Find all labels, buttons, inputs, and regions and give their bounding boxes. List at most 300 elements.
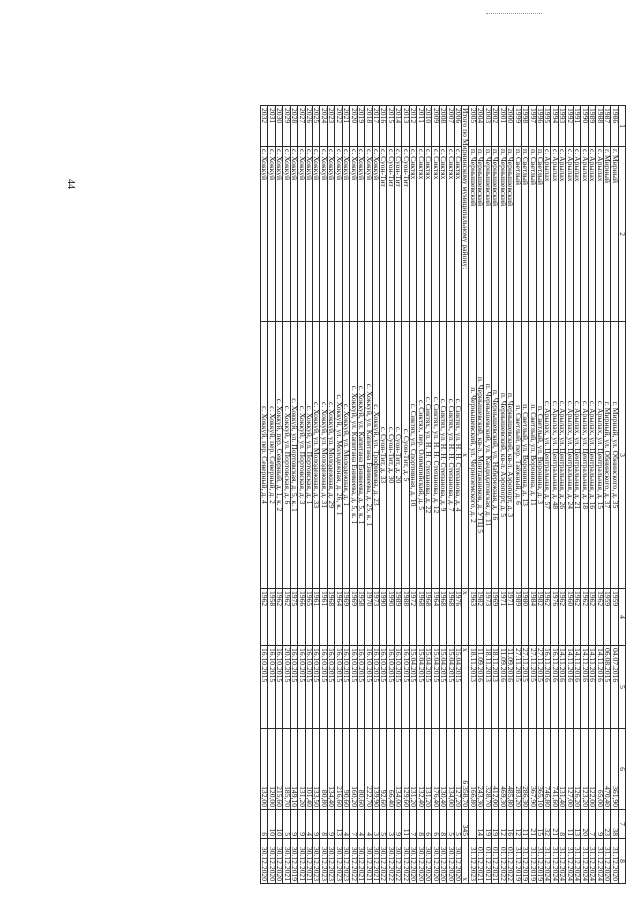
build-year-cell: 1959	[603, 589, 610, 646]
deadline-cell: 30.12.2020	[424, 839, 431, 884]
row-number-cell: 2004	[476, 106, 483, 147]
residents-cell: 4	[357, 810, 364, 839]
row-number-cell: 2003	[484, 106, 491, 147]
residents-cell: 23	[603, 810, 610, 839]
residents-cell: 14	[476, 810, 483, 839]
build-year-cell: 1972	[409, 589, 416, 646]
build-year-cell: 1968	[447, 589, 454, 646]
area-cell: 149,10	[290, 729, 297, 810]
row-number-cell: 2032	[260, 106, 267, 147]
address-cell: с. Сиктях, ул. Н. Н. Степанова, д. 9	[439, 322, 446, 589]
settlement-cell: п. Чернышевский	[491, 147, 498, 322]
settlement-cell: с. Хоккуй	[283, 147, 290, 322]
deadline-cell: 30.12.2022	[387, 839, 394, 884]
settlement-cell: п. Светлый	[514, 147, 521, 322]
deadline-cell: 30.12.2022	[380, 839, 387, 884]
row-number-cell: 2022	[335, 106, 342, 147]
address-cell: с. Суон-Тит, д. 5	[402, 322, 409, 589]
settlement-cell: с. Арылах	[573, 147, 580, 322]
table-row	[409, 106, 416, 884]
date-cell: 04.07.2016	[611, 646, 618, 729]
settlement-cell: п. Светлый	[536, 147, 543, 322]
date-cell: 15.04.2015	[424, 646, 431, 729]
date-cell: 16.10.2015	[380, 646, 387, 729]
row-number-cell: 1995	[544, 106, 551, 147]
subtotal-build-year-cell: x	[462, 589, 469, 646]
date-cell: 16.10.2015	[342, 646, 349, 729]
date-cell: 16.11.2016	[551, 646, 558, 729]
build-year-cell: 1963	[469, 589, 476, 646]
row-number-cell: 2020	[350, 106, 357, 147]
deadline-cell: 31.12.2019	[521, 839, 528, 884]
address-cell: с. Арылах, ул. Центральная, д. 26	[558, 322, 565, 589]
date-cell: 16.10.2015	[312, 646, 319, 729]
address-cell: с. Хоккуй, ул. Портовская, д. 6	[283, 322, 290, 589]
address-cell: п. Светлый, ул. Воронина, д. 13	[521, 322, 528, 589]
row-number-cell: 1996	[536, 106, 543, 147]
area-cell: 90,60	[342, 729, 349, 810]
residents-cell: 8	[439, 810, 446, 839]
build-year-cell: 1969	[350, 589, 357, 646]
row-number-cell: 2027	[298, 106, 305, 147]
row-number-cell: 1991	[573, 106, 580, 147]
area-cell: 469,30	[499, 729, 506, 810]
deadline-cell: 30.12.2022	[402, 839, 409, 884]
settlement-cell: с. Хоккуй	[260, 147, 267, 322]
deadline-cell: 01.12.2021	[484, 839, 491, 884]
column-number: 1	[618, 106, 625, 147]
subtotal-address-cell: x	[462, 322, 469, 589]
residents-cell: 10	[268, 810, 275, 839]
date-cell: 18.11.2013	[491, 646, 498, 729]
row-number-cell: 2019	[357, 106, 364, 147]
row-number-cell: 2015	[387, 106, 394, 147]
address-cell: с. Арылах, ул. Центральная, д. 48	[551, 322, 558, 589]
deadline-cell: 01.12.2022	[499, 839, 506, 884]
build-year-cell: 1964	[432, 589, 439, 646]
row-number-cell: 1997	[529, 106, 536, 147]
area-cell: 132,40	[417, 729, 424, 810]
row-number-cell: 2023	[327, 106, 334, 147]
deadline-cell: 30.12.2023	[342, 839, 349, 884]
row-number-cell: 2031	[268, 106, 275, 147]
build-year-cell: 1975	[290, 589, 297, 646]
area-cell: 176,40	[432, 729, 439, 810]
residents-cell: 13	[573, 810, 580, 839]
deadline-cell: 30.12.2020	[275, 839, 282, 884]
area-cell: 92,60	[380, 729, 387, 810]
residents-cell: 6	[432, 810, 439, 839]
area-cell: 134,00	[394, 729, 401, 810]
settlement-cell: с. Хоккуй	[342, 147, 349, 322]
residents-cell: 7	[350, 810, 357, 839]
address-cell: п. Чернышевский, ул. Набережная, д. 16	[491, 322, 498, 589]
residents-cell: 11	[521, 810, 528, 839]
rotated-table-container	[78, 105, 627, 881]
address-cell: с. Сиктях, пер. Олимпийский, д. 5	[417, 322, 424, 589]
date-cell: 16.10.2015	[357, 646, 364, 729]
address-cell: с. Хоккуй, ул. Капитана Еникеева, д. 5, к. 1	[357, 322, 364, 589]
build-year-cell: 1971	[499, 589, 506, 646]
build-year-cell: 1961	[320, 589, 327, 646]
row-number-cell: 2008	[439, 106, 446, 147]
subtotal-label-cell: Итого по Мирнинскому муниципальному району:	[462, 106, 469, 322]
address-cell: с. Хоккуй, пер. Северный, д. 2	[268, 322, 275, 589]
build-year-cell: 1969	[342, 589, 349, 646]
deadline-cell: 31.12.2023	[469, 839, 476, 884]
date-cell: 27.11.2015	[536, 646, 543, 729]
deadline-cell: 31.12.2019	[529, 839, 536, 884]
residents-cell: 6	[424, 810, 431, 839]
row-number-cell: 1992	[566, 106, 573, 147]
build-year-cell: 1969	[491, 589, 498, 646]
deadline-cell: 30.12.2021	[372, 839, 379, 884]
residents-cell: 9	[596, 810, 603, 839]
residents-cell: 32	[544, 810, 551, 839]
row-number-cell: 2009	[432, 106, 439, 147]
table-row	[260, 106, 267, 884]
build-year-cell: 1968	[327, 589, 334, 646]
date-cell: 16.10.2015	[298, 646, 305, 729]
deadline-cell: 30.12.2023	[327, 839, 334, 884]
deadline-cell: 30.12.2021	[305, 839, 312, 884]
row-number-cell: 1989	[588, 106, 595, 147]
build-year-cell: 1968	[439, 589, 446, 646]
area-cell: 134,00	[447, 729, 454, 810]
date-cell: 16.10.2015	[290, 646, 297, 729]
settlement-cell: г. Мирный	[603, 147, 610, 322]
build-year-cell: 1970	[365, 589, 372, 646]
row-number-cell: 2017	[372, 106, 379, 147]
address-cell: с. Суон-Тит, д. 33	[380, 322, 387, 589]
area-cell: 127,20	[454, 729, 461, 810]
deadline-cell: 30.12.2019	[290, 839, 297, 884]
address-cell: г. Мирный, ул. Обнинского, д. 35	[611, 322, 618, 589]
area-cell: 741,60	[551, 729, 558, 810]
build-year-cell: 1962	[581, 589, 588, 646]
residents-cell: 9	[290, 810, 297, 839]
deadline-cell: 30.12.2020	[439, 839, 446, 884]
date-cell: 11.09.2016	[499, 646, 506, 729]
row-number-cell: 1993	[558, 106, 565, 147]
column-number: 2	[618, 147, 625, 322]
residents-cell: 4	[365, 810, 372, 839]
date-cell: 14.11.2016	[558, 646, 565, 729]
settlement-cell: с. Суон-Тит	[380, 147, 387, 322]
deadline-cell: 30.12.2020	[432, 839, 439, 884]
build-year-cell: 1962	[544, 589, 551, 646]
settlement-cell: с. Хоккуй	[275, 147, 282, 322]
deadline-cell: 30.12.2023	[312, 839, 319, 884]
date-cell: 16.10.2015	[402, 646, 409, 729]
address-cell: с. Хоккуй, ул. Портовская, д. 1	[305, 322, 312, 589]
date-cell: 14.11.2016	[573, 646, 580, 729]
table-row	[394, 106, 401, 884]
deadline-cell: 30.12.2020	[260, 839, 267, 884]
residents-cell: 4	[305, 810, 312, 839]
table-row	[387, 106, 394, 884]
settlement-cell: с. Сиктях	[417, 147, 424, 322]
row-number-cell: 2013	[402, 106, 409, 147]
deadline-cell: 31.12.2024	[566, 839, 573, 884]
residents-cell: 5	[283, 810, 290, 839]
build-year-cell: 1976	[551, 589, 558, 646]
settlement-cell: п. Чернышевский	[469, 147, 476, 322]
row-number-cell: 2006	[454, 106, 461, 147]
row-number-cell: 2026	[305, 106, 312, 147]
settlement-cell: с. Арылах	[581, 147, 588, 322]
row-number-cell: 1987	[603, 106, 610, 147]
deadline-cell: 30.12.2022	[394, 839, 401, 884]
build-year-cell: 1973	[372, 589, 379, 646]
residents-cell: 3	[387, 810, 394, 839]
build-year-cell: 1962	[275, 589, 282, 646]
address-cell: с. Суон-Тит, д. 30	[387, 322, 394, 589]
deadline-cell: 01.12.2022	[506, 839, 513, 884]
address-cell: с. Сиктях, ул. Н. Н. Степанова, д. 22	[424, 322, 431, 589]
area-cell: 101,40	[305, 729, 312, 810]
date-cell: 18.11.2013	[469, 646, 476, 729]
area-cell: 139,90	[372, 729, 379, 810]
deadline-cell: 30.12.2020	[454, 839, 461, 884]
deadline-cell: 31.12.2024	[544, 839, 551, 884]
address-cell: с. Хоккуй, ул. Молодежная, д. 33	[312, 322, 319, 589]
area-cell: 131,20	[424, 729, 431, 810]
build-year-cell: 1965	[305, 589, 312, 646]
settlement-cell: с. Арылах	[588, 147, 595, 322]
address-cell: с. Хоккуй, ул. Молодежная, д. 26, к. 1	[335, 322, 342, 589]
table-row	[469, 106, 476, 884]
settlement-cell: п. Светлый	[529, 147, 536, 322]
address-cell: с. Хоккуй, ул. Молодежная, д. 29	[327, 322, 334, 589]
column-number: 5	[618, 646, 625, 729]
row-number-cell: 2016	[380, 106, 387, 147]
address-cell: с. Хоккуй, ул. Портовская, д. 3	[298, 322, 305, 589]
residents-cell	[469, 810, 476, 839]
residents-cell: 8	[558, 810, 565, 839]
table-body	[260, 106, 625, 884]
area-cell: 131,20	[409, 729, 416, 810]
address-cell: п. Светлый, ул. Воронина, д. 3	[536, 322, 543, 589]
settlement-cell: г. Мирный	[611, 147, 618, 322]
deadline-cell: 31.12.2019	[536, 839, 543, 884]
area-cell: 80,60	[357, 729, 364, 810]
area-cell: 66,40	[387, 729, 394, 810]
settlement-cell: с. Сиктях	[454, 147, 461, 322]
address-cell: с. Сиктях, ул. Н. Н. Степанова, д. 12	[432, 322, 439, 589]
residents-cell: 38	[611, 810, 618, 839]
settlement-cell: с. Хоккуй	[312, 147, 319, 322]
date-cell: 18.11.2013	[484, 646, 491, 729]
settlement-cell: с. Хоккуй	[305, 147, 312, 322]
address-cell: п. Светлый, пер. Таёжный, д. 6	[514, 322, 521, 589]
deadline-cell: 30.12.2020	[268, 839, 275, 884]
settlement-cell: с. Хоккуй	[357, 147, 364, 322]
address-cell: п. Чернышевский, кв-л. Аэропорт, д. 5	[499, 322, 506, 589]
settlement-cell: с. Хоккуй	[365, 147, 372, 322]
address-cell: с. Суон-Тит, д. 20	[394, 322, 401, 589]
date-cell: 27.11.2015	[514, 646, 521, 729]
deadline-cell: 30.12.2021	[298, 839, 305, 884]
settlement-cell: п. Чернышевский	[484, 147, 491, 322]
build-year-cell: 1990	[380, 589, 387, 646]
date-cell: 14.11.2016	[588, 646, 595, 729]
row-number-cell: 2010	[424, 106, 431, 147]
build-year-cell: 1990	[387, 589, 394, 646]
settlement-cell: с. Сиктях	[432, 147, 439, 322]
address-cell: с. Хоккуй, ул. Молодежная, д. 1	[342, 322, 349, 589]
date-cell: 06.08.2015	[603, 646, 610, 729]
area-cell: 328,70	[484, 729, 491, 810]
build-year-cell: 1966	[298, 589, 305, 646]
residents-cell: 9	[394, 810, 401, 839]
address-cell: с. Арылах, ул. Центральная, д. 18	[581, 322, 588, 589]
area-cell: 133,50	[312, 729, 319, 810]
settlement-cell: с. Сиктях	[424, 147, 431, 322]
address-cell: с. Хоккуй, ул. Капитана Еникеева, д. 5, к. 1	[350, 322, 357, 589]
settlement-cell: п. Чернышевский	[506, 147, 513, 322]
build-year-cell: 1960	[566, 589, 573, 646]
row-number-cell: 2000	[506, 106, 513, 147]
date-cell: 15.04.2015	[409, 646, 416, 729]
address-cell: с. Хоккуй, ул. Трофимова, д. 23	[372, 322, 379, 589]
deadline-cell: 31.12.2024	[588, 839, 595, 884]
table-row	[320, 106, 327, 884]
deadline-cell: 31.12.2024	[596, 839, 603, 884]
settlement-cell: с. Хоккуй	[268, 147, 275, 322]
area-cell: 132,00	[260, 729, 267, 810]
residents-cell: 12	[514, 810, 521, 839]
date-cell: 16.10.2015	[260, 646, 267, 729]
column-number: 6	[618, 729, 625, 810]
area-cell: 485,80	[506, 729, 513, 810]
residents-cell: 9	[312, 810, 319, 839]
settlement-cell: с. Арылах	[566, 147, 573, 322]
column-number: 4	[618, 589, 625, 646]
deadline-cell: 30.12.2022	[350, 839, 357, 884]
address-cell: с. Арылах, ул. Центральная, д. 16	[588, 322, 595, 589]
build-year-cell: 1988	[402, 589, 409, 646]
area-cell: 412,00	[491, 729, 498, 810]
deadline-cell: 31.12.2019	[514, 839, 521, 884]
area-cell: 215,60	[275, 729, 282, 810]
area-cell: 470,40	[603, 729, 610, 810]
page-number: 44	[65, 179, 76, 189]
date-cell: 16.10.2015	[365, 646, 372, 729]
settlement-cell: с. Хоккуй	[350, 147, 357, 322]
residents-cell: 15	[536, 810, 543, 839]
build-year-cell: 1959	[611, 589, 618, 646]
settlement-cell: с. Хоккуй	[290, 147, 297, 322]
settlement-cell: с. Арылах	[558, 147, 565, 322]
settlement-cell: с. Арылах	[551, 147, 558, 322]
residents-cell: 9	[298, 810, 305, 839]
date-cell: 16.10.2015	[320, 646, 327, 729]
residents-cell: 5	[454, 810, 461, 839]
settlement-cell: п. Светлый	[521, 147, 528, 322]
date-cell: 14.11.2016	[581, 646, 588, 729]
date-cell: 16.10.2015	[387, 646, 394, 729]
area-cell: 361,90	[611, 729, 618, 810]
residents-cell: 5	[447, 810, 454, 839]
deadline-cell: 31.12.2024	[573, 839, 580, 884]
residents-cell: 9	[327, 810, 334, 839]
address-cell: с. Хоккуй, ул. Портовская, д. 5, к. 1	[290, 322, 297, 589]
address-cell: с. Арылах, ул. Центральная, д. 57	[544, 322, 551, 589]
area-cell: 286,30	[521, 729, 528, 810]
area-cell: 122,00	[588, 729, 595, 810]
settlement-cell: с. Хоккуй	[372, 147, 379, 322]
settlement-cell: с. Хоккуй	[327, 147, 334, 322]
area-cell: 80,80	[320, 729, 327, 810]
build-year-cell: 1968	[424, 589, 431, 646]
area-cell: 243,30	[476, 729, 483, 810]
settlement-cell: с. Сиктях	[409, 147, 416, 322]
row-number-cell: 2028	[290, 106, 297, 147]
residents-cell: 10	[275, 810, 282, 839]
area-cell: 126,20	[573, 729, 580, 810]
settlement-cell: с. Арылах	[544, 147, 551, 322]
build-year-cell: 1982	[476, 589, 483, 646]
deadline-cell: 30.12.2021	[365, 839, 372, 884]
residents-cell: 4	[342, 810, 349, 839]
date-cell: 15.04.2015	[447, 646, 454, 729]
row-number-cell: 2007	[447, 106, 454, 147]
date-cell: 14.11.2016	[566, 646, 573, 729]
build-year-cell: 1971	[506, 589, 513, 646]
address-cell: с. Хоккуй, пер. Северный, д. 4	[260, 322, 267, 589]
build-year-cell: 1968	[417, 589, 424, 646]
row-number-cell: 2002	[491, 106, 498, 147]
row-number-cell: 2021	[342, 106, 349, 147]
address-cell: с. Хоккуй, пер. Северный, д. 1, к. 2	[275, 322, 282, 589]
build-year-cell: 1962	[588, 589, 595, 646]
area-cell: 166,80	[469, 729, 476, 810]
address-cell: с. Сиктях, ул. Спортивная, д. 10	[409, 322, 416, 589]
area-cell: 367,90	[529, 729, 536, 810]
residents-cell: 12	[499, 810, 506, 839]
table-row	[551, 106, 558, 884]
deadline-cell: 31.12.2024	[558, 839, 565, 884]
row-number-cell: 1999	[514, 106, 521, 147]
housing-registry-table	[260, 105, 626, 884]
row-number-cell: 1988	[596, 106, 603, 147]
row-number-cell: 2005	[469, 106, 476, 147]
table-row	[484, 106, 491, 884]
build-year-cell: 1962	[596, 589, 603, 646]
build-year-cell: 1961	[312, 589, 319, 646]
date-cell: 16.10.2015	[305, 646, 312, 729]
row-number-cell: 1986	[611, 106, 618, 147]
settlement-cell: с. Суон-Тит	[402, 147, 409, 322]
row-number-cell: 2030	[275, 106, 282, 147]
build-year-cell: 1980	[521, 589, 528, 646]
scan-mark	[486, 13, 542, 15]
area-cell: 65,00	[596, 729, 603, 810]
date-cell: 16.10.2015	[335, 646, 342, 729]
row-number-cell: 1998	[521, 106, 528, 147]
residents-cell: 21	[551, 810, 558, 839]
area-cell: 283,20	[514, 729, 521, 810]
date-cell: 14.11.2016	[596, 646, 603, 729]
deadline-cell: 31.12.2020	[611, 839, 618, 884]
residents-cell: 16	[506, 810, 513, 839]
settlement-cell: п. Чернышевский	[476, 147, 483, 322]
row-number-cell: 2025	[312, 106, 319, 147]
address-cell: п. Чернышевский, кв-л. Монтажников, д. УТЦ 5	[476, 322, 483, 589]
area-cell: 185,70	[283, 729, 290, 810]
settlement-cell: п. Чернышевский	[499, 147, 506, 322]
